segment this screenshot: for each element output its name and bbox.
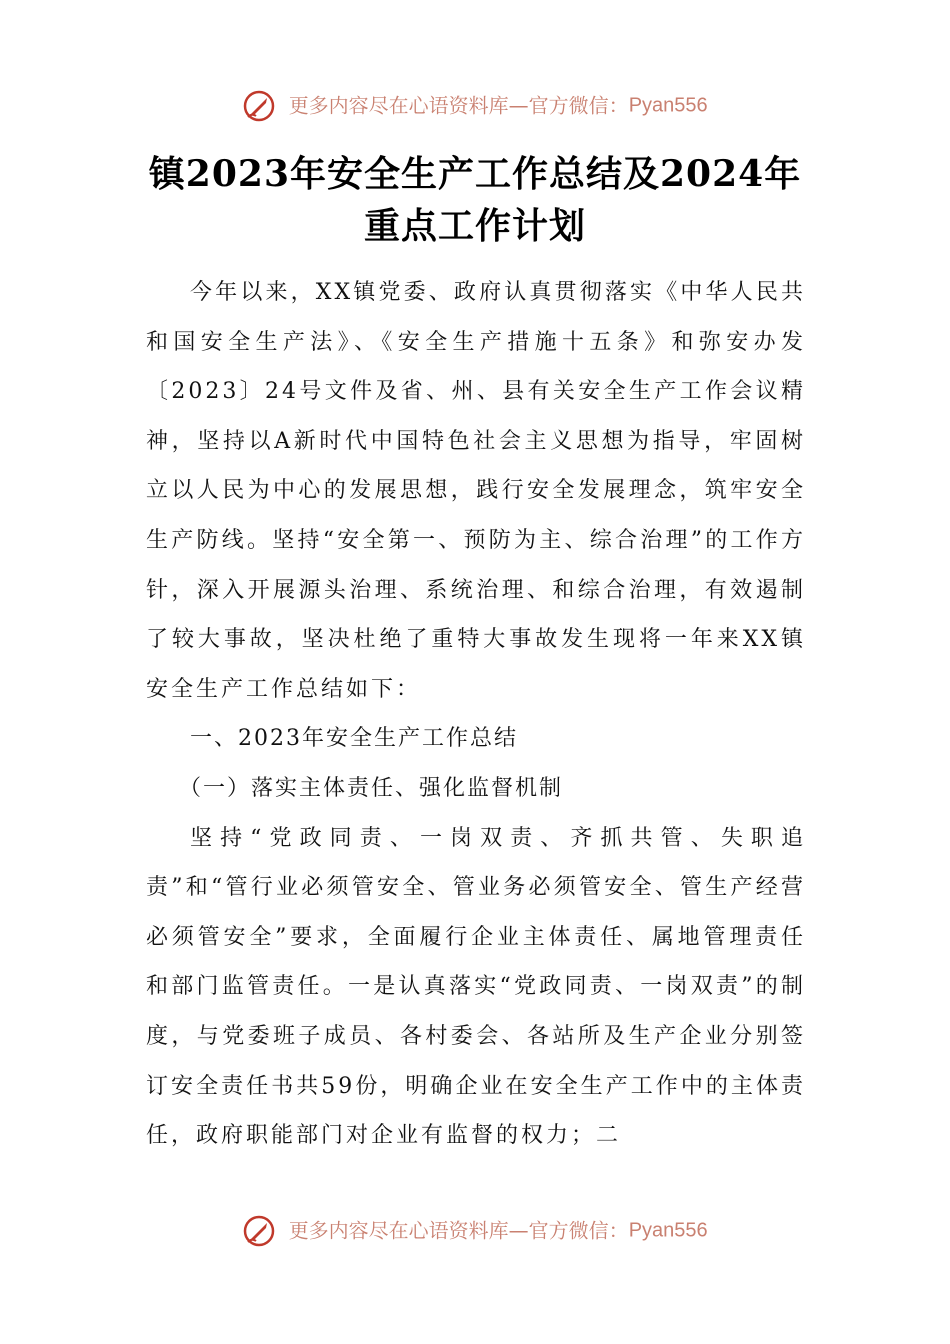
pen-nib-seal-logo-icon [242,1214,276,1248]
watermark-footer [0,1209,950,1249]
watermark-wechat-id: Pyan556 [628,94,708,117]
watermark-wechat-id: Pyan556 [628,1219,708,1242]
paragraph-responsibility: 坚持“党政同责、一岗双责、齐抓共管、失职追责”和“管行业必须管安全、管业务必须管安全、管生产经营必须管安全”要求，全面履行企业主体责任、属地管理责任和部门监管责任。一是认真落实“党政同责、一岗双责”的制度，与党委班子成员、各村委会、各站所及生产企业分别签订安全责任书共59份，明确企业在安全生产工作中的主体责任，政府职能部门对企业有监督的权力；二 [146,825,806,1149]
document-body [146,268,806,1161]
watermark-header [0,84,950,124]
title-line-2: 重点工作计划 [363,205,586,247]
pen-nib-seal-logo-icon [242,89,276,123]
paragraph-intro: 今年以来，XX镇党委、政府认真贯彻落实《中华人民共和国安全生产法》、《安全生产措施十五条》和弥安办发〔2023〕24号文件及省、州、县有关安全生产工作会议精神，坚持以A新时代中国特色社会主义思想为指导，牢固树立以人民为中心的发展思想，践行安全发展理念，筑牢安全生产防线。坚持“安全第一、预防为主、综合治理”的工作方针，深入开展源头治理、系统治理、和综合治理，有效遏制了较大事故，坚决杜绝了重特大事故发生现将一年来XX镇安全生产工作总结如下： [146,280,806,702]
subsection-heading-1: （一）落实主体责任、强化监督机制 [179,775,564,801]
section-heading-1: 一、2023年安全生产工作总结 [190,726,518,752]
watermark-text: 更多内容尽在心语资料库—官方微信： [288,93,629,118]
title-line-1: 镇2023年安全生产工作总结及2024年 [148,153,802,195]
document-title [120,148,830,252]
watermark-text: 更多内容尽在心语资料库—官方微信： [288,1218,629,1243]
